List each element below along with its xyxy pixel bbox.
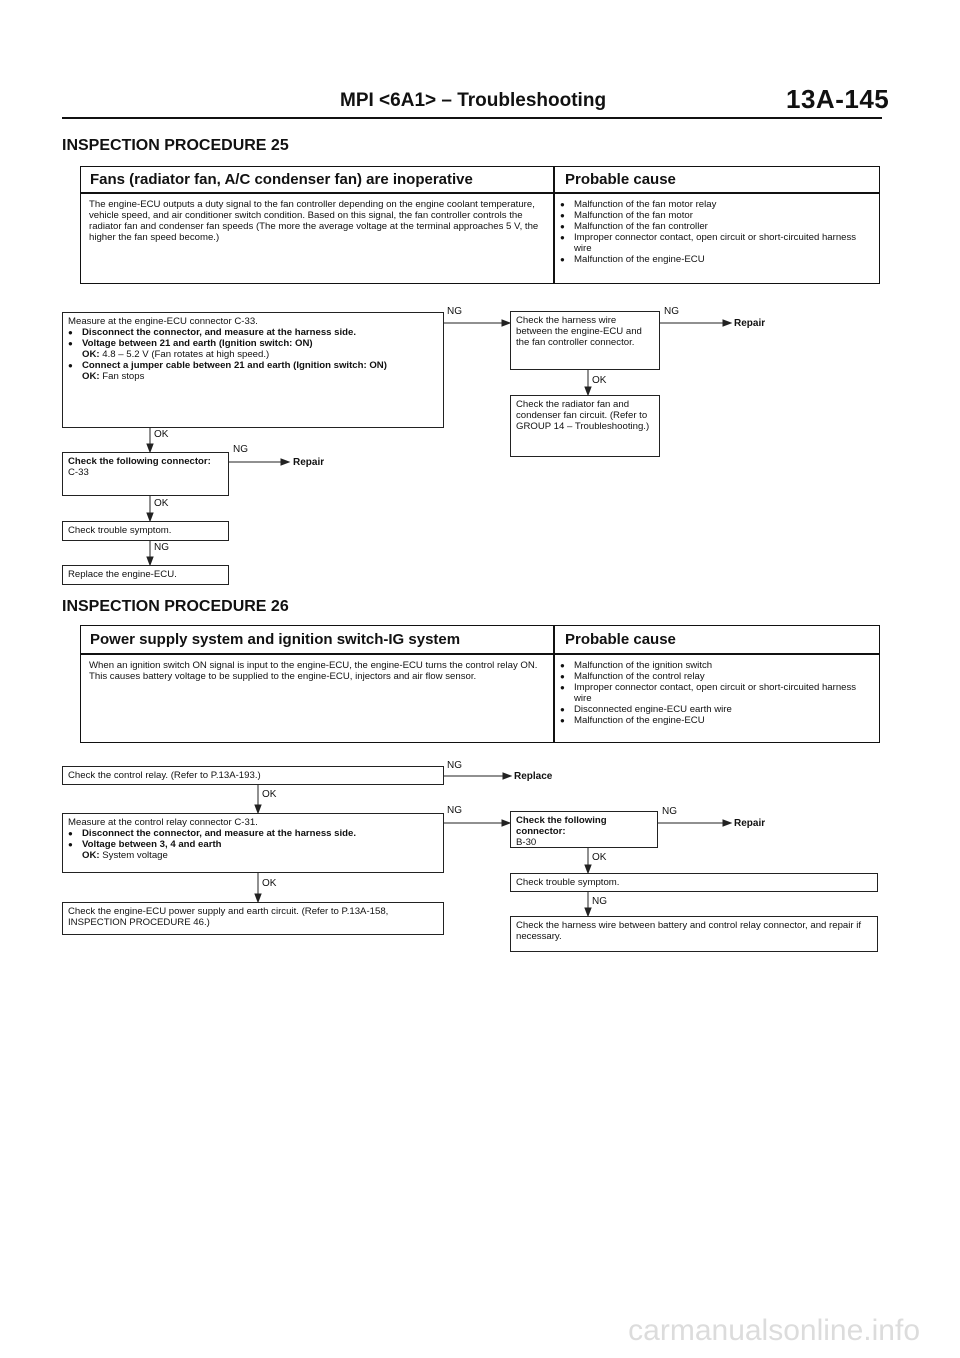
proc26-connector-check-title: Check the following connector: <box>516 815 607 837</box>
proc26-measure-line1: Measure at the control relay connector C-31. <box>68 817 258 828</box>
proc26-relay-check-box <box>62 766 444 785</box>
proc26-ok-value: System voltage <box>102 850 168 861</box>
proc26-ok-label: OK <box>262 878 277 889</box>
proc25-repair-action: Repair <box>734 318 766 329</box>
proc25-symptom-header: Fans (radiator fan, A/C condenser fan) are inoperative <box>90 171 473 188</box>
proc25-ok2-label: OK: <box>82 371 100 382</box>
proc26-trouble-symptom-box <box>510 873 878 892</box>
proc26-connector-check-id: B-30 <box>516 837 537 848</box>
proc26-ok-label: OK <box>592 852 607 863</box>
list-item: ● Malfunction of the fan controller <box>559 221 859 232</box>
proc25-ng-label: NG <box>447 306 462 317</box>
proc25-harness-check-text: Check the harness wire between the engine-ECU and the fan controller connector. <box>516 315 642 348</box>
proc26-description: When an ignition switch ON signal is input to the engine-ECU, the engine-ECU turns the control relay ON. This causes battery voltage to be supplied to the engine-ECU, injectors and air flow sensor. <box>89 660 538 682</box>
proc26-relay-check-text: Check the control relay. (Refer to P.13A-193.) <box>68 770 261 781</box>
proc25-connector-check-id: C-33 <box>68 467 89 478</box>
list-item: ● Malfunction of the engine-ECU <box>559 254 859 265</box>
proc26-ng-label: NG <box>447 805 462 816</box>
proc26-ok-label: OK <box>262 789 277 800</box>
proc25-ok1-label: OK: <box>82 349 100 360</box>
proc25-radiator-check-text: Check the radiator fan and condenser fan circuit. (Refer to GROUP 14 – Troubleshooting.) <box>516 399 650 432</box>
proc25-ok1-value: 4.8 – 5.2 V (Fan rotates at high speed.) <box>102 349 270 360</box>
proc25-ng-label: NG <box>664 306 679 317</box>
proc26-repair-action: Repair <box>734 818 766 829</box>
proc26-symptom-header: Power supply system and ignition switch-IG system <box>90 631 461 648</box>
proc25-ok-label: OK <box>154 498 169 509</box>
proc26-measure-box <box>62 813 444 873</box>
proc25-measure-bullet2: ● Voltage between 21 and earth (Ignition switch: ON) <box>68 338 438 349</box>
proc26-harness-check-text: Check the harness wire between battery and control relay connector, and repair if necessary. <box>516 920 862 942</box>
proc25-trouble-symptom-text: Check trouble symptom. <box>68 525 172 536</box>
proc26-cause-header: Probable cause <box>565 631 676 648</box>
list-item: ● Disconnected engine-ECU earth wire <box>559 704 871 715</box>
proc25-connector-check-title: Check the following connector: <box>68 456 211 467</box>
proc25-cause-header: Probable cause <box>565 171 676 188</box>
proc26-power-check-text: Check the engine-ECU power supply and earth circuit. (Refer to P.13A-158, INSPECTION PROCEDURE 46.) <box>68 906 389 928</box>
proc26-ng-label: NG <box>662 806 677 817</box>
proc25-ng-label: NG <box>154 542 169 553</box>
proc26-title: INSPECTION PROCEDURE 26 <box>62 598 289 615</box>
list-item: ● Malfunction of the fan motor <box>559 210 859 221</box>
proc26-harness-check-box <box>510 916 878 952</box>
proc25-measure-bullet3: ● Connect a jumper cable between 21 and earth (Ignition switch: ON) <box>68 360 438 371</box>
proc25-measure-line1: Measure at the engine-ECU connector C-33. <box>68 316 258 327</box>
proc26-ok-label: OK: <box>82 850 100 861</box>
proc26-replace-action: Replace <box>514 771 553 782</box>
proc25-repair-action: Repair <box>293 457 325 468</box>
proc25-ng-label: NG <box>233 444 248 455</box>
page-number: 13A-145 <box>786 84 890 114</box>
proc26-measure-bullet2: ● Voltage between 3, 4 and earth <box>68 839 438 850</box>
proc26-power-check-box <box>62 902 444 935</box>
list-item: ● Improper connector contact, open circuit or short-circuited harness wire <box>559 682 871 704</box>
page-header-title: MPI <6A1> – Troubleshooting <box>340 90 607 111</box>
proc25-measure-bullet1: ● Disconnect the connector, and measure at the harness side. <box>68 327 438 338</box>
proc26-ng-label: NG <box>447 760 462 771</box>
proc25-description: The engine-ECU outputs a duty signal to the fan controller depending on the engine coolant temperature, vehicle speed, and air conditioner switch condition. Based on this signal, the fan controller controls the radiator fan and condenser fan speeds (The more the average voltage at the terminal approaches 5 V, the higher the fan speed become.) <box>89 199 539 243</box>
proc25-ok-label: OK <box>592 375 607 386</box>
list-item: ● Malfunction of the control relay <box>559 671 871 682</box>
proc25-ok-label: OK <box>154 429 169 440</box>
list-item: ● Malfunction of the engine-ECU <box>559 715 871 726</box>
proc26-trouble-symptom-text: Check trouble symptom. <box>516 877 620 888</box>
proc26-ng-label: NG <box>592 896 607 907</box>
list-item: ● Malfunction of the ignition switch <box>559 660 871 671</box>
watermark: carmanualsonline.info <box>628 1314 920 1347</box>
list-item: ● Malfunction of the fan motor relay <box>559 199 859 210</box>
list-item: ● Improper connector contact, open circuit or short-circuited harness wire <box>559 232 859 254</box>
proc25-replace-ecu-text: Replace the engine-ECU. <box>68 569 177 580</box>
proc26-measure-bullet1: ● Disconnect the connector, and measure at the harness side. <box>68 828 438 839</box>
proc26-connector-check-box <box>510 811 658 848</box>
proc25-title: INSPECTION PROCEDURE 25 <box>62 137 289 154</box>
proc25-ok2-value: Fan stops <box>102 371 145 382</box>
